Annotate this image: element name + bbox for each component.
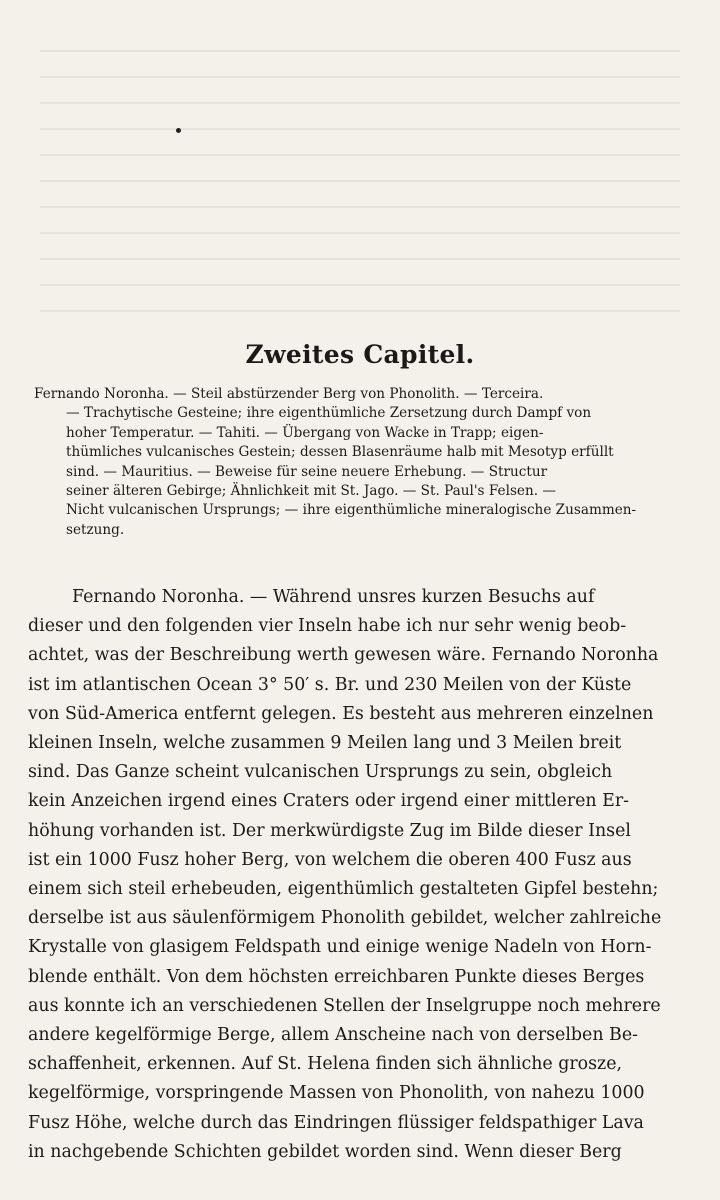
- body-line: kein Anzeichen irgend eines Craters oder irgend einer mittleren Er-: [28, 791, 630, 812]
- summary-line: Fernando Noronha. — Steil abstürzender Berg von Phonolith. — Terceira.: [34, 386, 544, 402]
- chapter-title: Zweites Capitel.: [245, 340, 475, 369]
- body-line: einem sich steil erhebeuden, eigenthümlich gestalteten Gipfel bestehn;: [28, 879, 659, 900]
- summary-line: hoher Temperatur. — Tahiti. — Übergang von Wacke in Trapp; eigen-: [66, 424, 544, 441]
- summary-line: setzung.: [66, 521, 125, 538]
- summary-line: Nicht vulcanischen Ursprungs; — ihre eigenthümliche mineralogische Zusammen-: [66, 502, 637, 519]
- body-line: blende enthält. Von dem höchsten erreichbaren Punkte dieses Berges: [28, 966, 645, 987]
- body-line: Krystalle von glasigem Feldspath und einige wenige Nadeln von Horn-: [28, 937, 652, 958]
- body-line: dieser und den folgenden vier Inseln habe ich nur sehr wenig beob-: [28, 616, 627, 637]
- chapter-summary: [34, 385, 689, 540]
- body-line: von Süd-America entfernt gelegen. Es besteht aus mehreren einzelnen: [28, 703, 654, 724]
- summary-line: thümliches vulcanisches Gestein; dessen Blasenräume halb mit Mesotyp erfüllt: [66, 444, 614, 461]
- body-line: Fernando Noronha. — Während unsres kurzen Besuchs auf: [72, 587, 595, 607]
- body-line: höhung vorhanden ist. Der merkwürdigste Zug im Bilde dieser Insel: [28, 820, 631, 841]
- body-line: in nachgebende Schichten gebildet worden sind. Wenn dieser Berg: [28, 1141, 622, 1162]
- summary-line: seiner älteren Gebirge; Ähnlichkeit mit St. Jago. — St. Paul's Felsen. —: [66, 483, 556, 500]
- body-line: Fusz Höhe, welche durch das Eindringen flüssiger feldspathiger Lava: [28, 1112, 644, 1133]
- body-line: aus konnte ich an verschiedenen Stellen der Inselgruppe noch mehrere: [28, 995, 661, 1016]
- ink-dot: [176, 128, 181, 133]
- summary-line: — Trachytische Gesteine; ihre eigenthümliche Zersetzung durch Dampf von: [66, 405, 592, 422]
- body-line: ist ein 1000 Fusz hoher Berg, von welchem die oberen 400 Fusz aus: [28, 849, 632, 870]
- body-line: kegelförmige, vorspringende Massen von Phonolith, von nahezu 1000: [28, 1083, 645, 1104]
- body-line: derselbe ist aus säulenförmigem Phonolith gebildet, welcher zahlreiche: [28, 908, 662, 929]
- body-line: achtet, was der Beschreibung werth gewesen wäre. Fernando Noronha: [28, 645, 659, 666]
- body-paragraph: [28, 583, 688, 1167]
- body-line: andere kegelförmige Berge, allem Anscheine nach von derselben Be-: [28, 1025, 639, 1046]
- body-line: schaffenheit, erkennen. Auf St. Helena finden sich ähnliche grosze,: [28, 1054, 623, 1075]
- body-line: ist im atlantischen Ocean 3° 50′ s. Br. und 230 Meilen von der Küste: [28, 674, 632, 695]
- summary-line: sind. — Mauritius. — Beweise für seine neuere Erhebung. — Structur: [66, 463, 548, 480]
- body-line: sind. Das Ganze scheint vulcanischen Ursprungs zu sein, obgleich: [28, 762, 613, 783]
- body-line: kleinen Inseln, welche zusammen 9 Meilen lang und 3 Meilen breit: [28, 733, 622, 754]
- bleed-through-text: [40, 50, 680, 330]
